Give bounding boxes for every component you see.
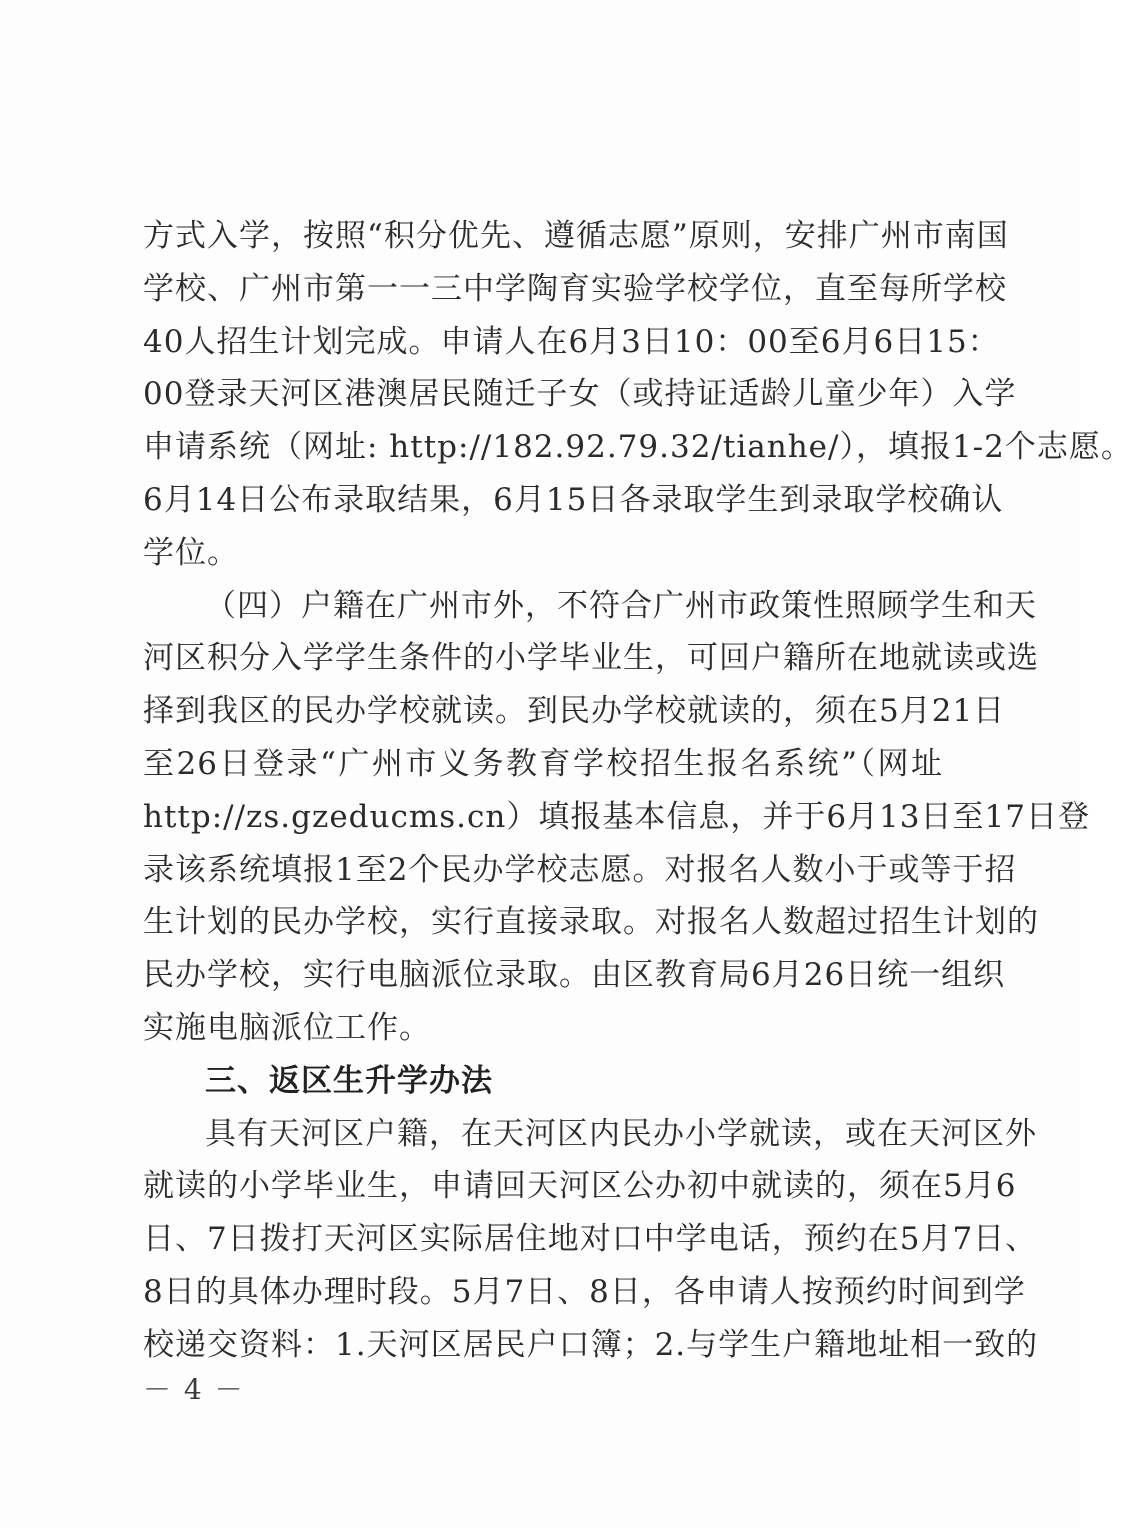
text-line: 实施电脑派位工作。 xyxy=(143,1009,431,1046)
text-line: 民办学校，实行电脑派位录取。由区教育局6月26日统一组织 xyxy=(143,957,1006,994)
text-line: 生计划的民办学校，实行直接录取。对报名人数超过招生计划的 xyxy=(143,904,1039,941)
text-line: 河区积分入学学生条件的小学毕业生，可回户籍所在地就读或选 xyxy=(143,640,1039,677)
text-line: 择到我区的民办学校就读。到民办学校就读的，须在5月21日 xyxy=(143,693,1006,730)
paragraph-first-line: 具有天河区户籍，在天河区内民办小学就读，或在天河区外 xyxy=(205,1115,1037,1152)
text-line: 6月14日公布录取结果，6月15日各录取学生到录取学校确认 xyxy=(143,481,1004,518)
text-line: 40人招生计划完成。申请人在6月3日10：00至6月6日15： xyxy=(143,323,1000,360)
document-body xyxy=(143,210,1133,1372)
text-line: 学校、广州市第一一三中学陶育实验学校学位，直至每所学校 xyxy=(143,270,1007,307)
text-line: 方式入学，按照“积分优先、遵循志愿”原则，安排广州市南国 xyxy=(143,218,1009,254)
page-number: － 4 － xyxy=(143,1373,245,1406)
text-line: 日、7日拨打天河区实际居住地对口中学电话，预约在5月7日、 xyxy=(143,1221,1038,1258)
text-line: 校递交资料：1.天河区居民户口簿；2.与学生户籍地址相一致的 xyxy=(143,1326,1039,1363)
text-line: 就读的小学毕业生，申请回天河区公办初中就读的，须在5月6 xyxy=(143,1168,1017,1205)
text-line: 00登录天河区港澳居民随迁子女（或持证适龄儿童少年）入学 xyxy=(143,376,1017,413)
text-line: 学位。 xyxy=(143,534,239,571)
paragraph-first-line: （四）户籍在广州市外，不符合广州市政策性照顾学生和天 xyxy=(205,587,1037,624)
section-heading: 三、返区生升学办法 xyxy=(205,1062,493,1099)
text-line: 录该系统填报1至2个民办学校志愿。对报名人数小于或等于招 xyxy=(143,851,1017,888)
text-line: 申请系统（网址: http://182.92.79.32/tianhe/），填报1-2个志愿。 xyxy=(143,429,1133,466)
text-line: 8日的具体办理时段。5月7日、8日，各申请人按预约时间到学 xyxy=(143,1273,1026,1310)
text-line: http://zs.gzeducms.cn）填报基本信息，并于6月13日至17日登 xyxy=(143,798,1090,835)
text-line: 至26日登录“广州市义务教育学校招生报名系统”（网址 xyxy=(143,745,943,782)
